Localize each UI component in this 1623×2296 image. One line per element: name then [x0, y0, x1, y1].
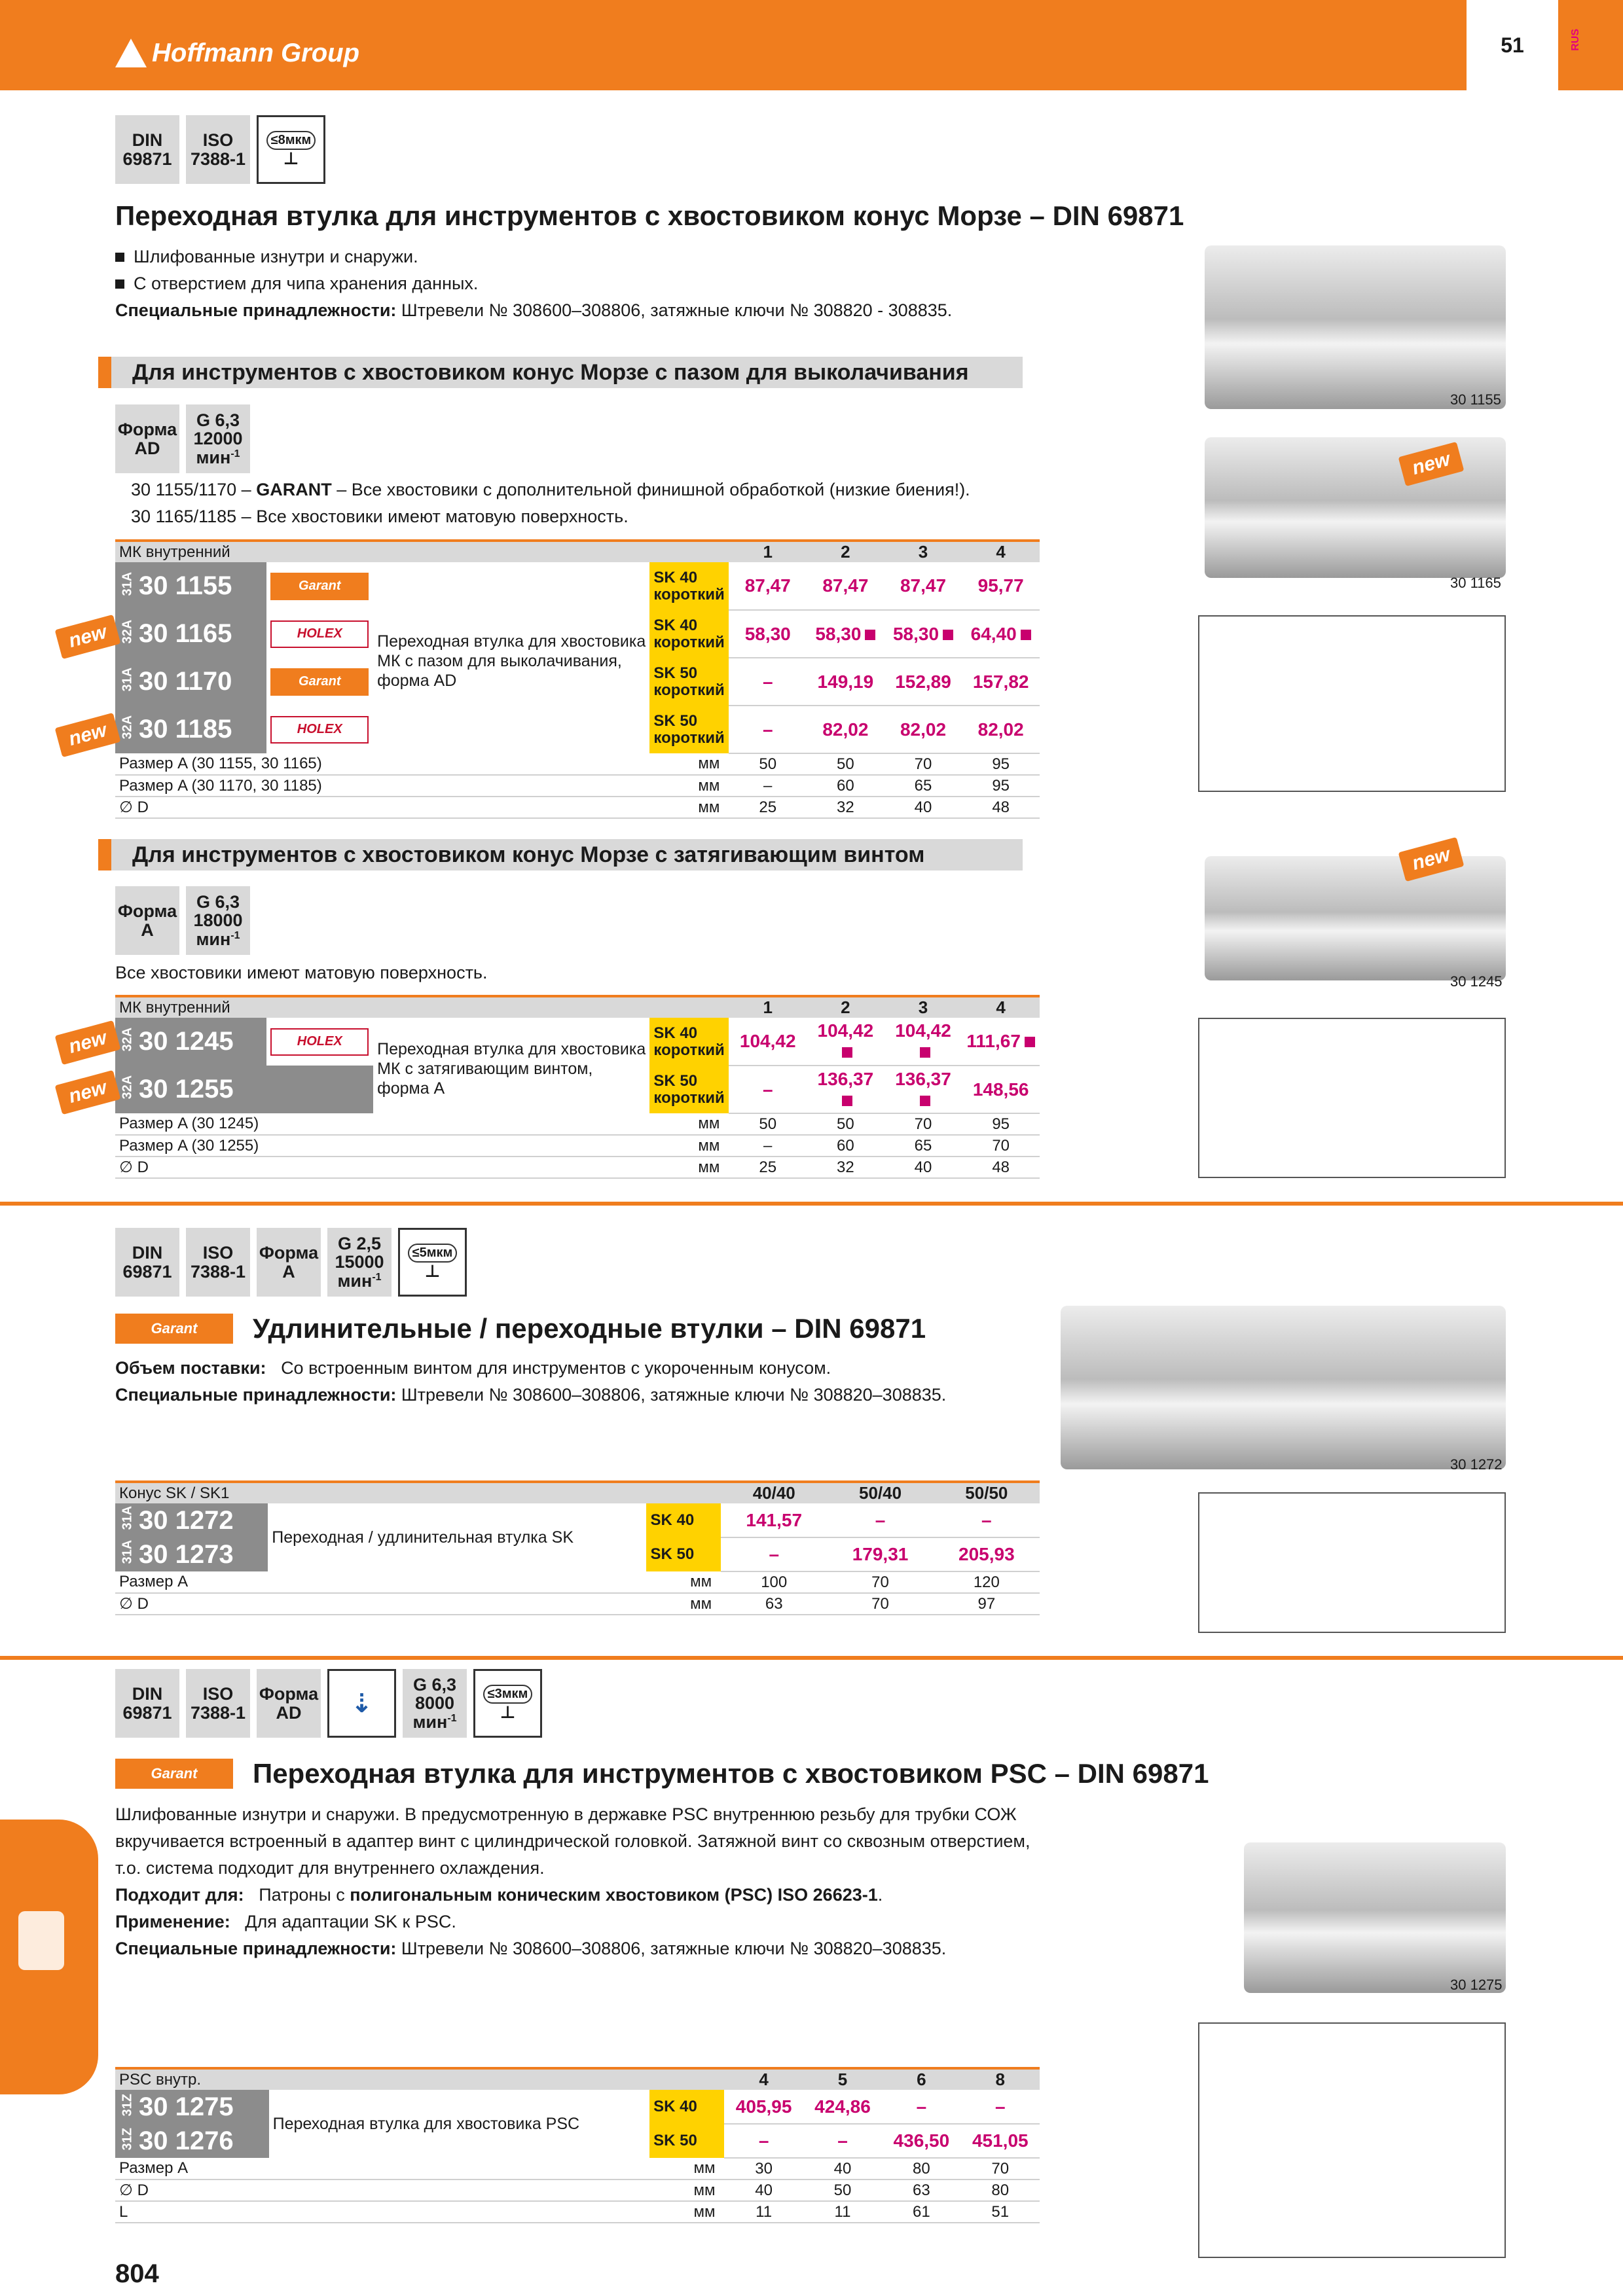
table-label: МК внутренний: [115, 541, 729, 562]
garant-logo-icon: Garant: [270, 573, 369, 600]
coolant-icon: ⇣: [327, 1669, 396, 1738]
product-description: Переходная / удлинительная втулка SK: [272, 1528, 574, 1547]
table-row: 31Z 30 1276 SK 50 – – 436,50 451,05: [115, 2124, 1040, 2158]
hoffmann-logo-icon: [115, 39, 147, 67]
language-code: RUS: [1570, 29, 1581, 51]
din-badge: DIN 69871: [115, 115, 179, 184]
din-badge: DIN 69871: [115, 1228, 179, 1297]
product-photo-301245: [1205, 856, 1506, 980]
feature-item: Шлифованные изнутри и снаружи.: [115, 243, 1097, 270]
stock-marker-icon: [865, 630, 875, 640]
form-badge: Форма AD: [257, 1669, 321, 1738]
article-number: 30 1170: [139, 667, 232, 696]
stock-marker-icon: [920, 1047, 930, 1058]
new-badge: new: [55, 1020, 121, 1065]
product-photo-301275: [1244, 1842, 1506, 1993]
table-row: 32A 30 1245 HOLEX Переходная втулка для хвостовика МК с затягивающим винтом, форма A SK 40 короткий 104,42 104,42 104,42 111,67: [115, 1018, 1040, 1066]
table-header: Конус SK / SK1 40/40 50/40 50/50: [115, 1482, 1040, 1503]
photo-caption: 30 1165: [1450, 575, 1501, 591]
stock-marker-icon: [920, 1096, 930, 1106]
dimension-row: Размер A мм 30 40 80 70: [115, 2158, 1040, 2179]
section-divider: [0, 1202, 1623, 1206]
dimension-row: ∅ D мм 25 32 40 48: [115, 1157, 1040, 1178]
table-header: МК внутренний 1 2 3 4: [115, 996, 1040, 1018]
holex-logo-icon: HOLEX: [270, 716, 369, 744]
footer-page-number: 804: [115, 2259, 159, 2288]
article-number: 30 1165: [139, 619, 232, 648]
section1-features: [115, 243, 1097, 324]
garant-logo-icon: Garant: [115, 1314, 233, 1344]
subsection-a-notes: [131, 476, 1080, 530]
technical-drawing: [1198, 1492, 1506, 1633]
tool-holder-icon: [18, 1911, 64, 1970]
article-number: 30 1255: [139, 1075, 234, 1103]
stock-marker-icon: [842, 1096, 852, 1106]
article-number: 30 1276: [139, 2126, 234, 2155]
section2-badges: [115, 1228, 467, 1297]
section2-info: Объем поставки: Со встроенным винтом для инструментов с укороченным конусом. Специальные принадлежности: Штревели № 308600–308806, затяжные ключи № 308820–308835.: [115, 1358, 947, 1405]
photo-caption: 30 1155: [1450, 391, 1501, 408]
stock-marker-icon: [943, 630, 953, 640]
section3-title: Переходная втулка для инструментов с хвостовиком PSC – DIN 69871: [253, 1758, 1209, 1789]
din-badge: DIN 69871: [115, 1669, 179, 1738]
holex-logo-icon: HOLEX: [270, 1028, 369, 1056]
stock-marker-icon: [1025, 1037, 1035, 1047]
subsection-bar-draw-bolt: Для инструментов с хвостовиком конус Морзе с затягивающим винтом: [98, 839, 1023, 870]
subsection-bar-ejection-slot: Для инструментов с хвостовиком конус Морзе с пазом для выколачивания: [98, 357, 1023, 388]
form-badge: Форма A: [115, 886, 179, 955]
new-badge: new: [1398, 837, 1465, 882]
photo-caption: 30 1245: [1450, 973, 1503, 990]
table-row: 31A 30 1272 Переходная / удлинительная втулка SK SK 40 141,57 – –: [115, 1503, 1040, 1537]
table-row: 31A 30 1170 Garant SK 50 короткий – 149,19 152,89 157,82: [115, 658, 1040, 706]
section3-heading: [115, 1758, 1209, 1789]
photo-caption: 30 1272: [1450, 1456, 1503, 1473]
price-table-extension: [115, 1480, 1040, 1615]
form-badge: Форма A: [257, 1228, 321, 1297]
dimension-row: ∅ D мм 25 32 40 48: [115, 797, 1040, 818]
section2-title: Удлинительные / переходные втулки – DIN 69871: [253, 1313, 926, 1344]
new-badge: new: [55, 615, 121, 659]
dimension-row: L мм 11 11 61 51: [115, 2201, 1040, 2223]
brand-logo: [115, 30, 359, 76]
note-line: 30 1155/1170 – GARANT – Все хвостовики с дополнительной финишной обработкой (низкие биения!).: [131, 480, 970, 499]
product-description: Переходная втулка для хвостовика МК с затягивающим винтом, форма A: [377, 1040, 646, 1098]
article-number: 30 1245: [139, 1027, 234, 1056]
table-row: 31A 30 1155 Garant Переходная втулка для хвостовика МК с пазом для выколачивания, форма AD SK 40 короткий 87,47 87,47 87,47 95,77: [115, 562, 1040, 610]
photo-caption: 30 1275: [1450, 1977, 1503, 1993]
new-badge: new: [55, 713, 121, 757]
accessories-line: Специальные принадлежности: Штревели № 308600–308806, затяжные ключи № 308820 - 308835.: [115, 300, 953, 320]
price-table-draw-bolt: [115, 995, 1040, 1179]
technical-drawing: [1198, 615, 1506, 792]
subsection-b-note: Все хвостовики имеют матовую поверхность.: [115, 963, 488, 982]
table-header: PSC внутр. 4 5 6 8: [115, 2068, 1040, 2090]
technical-drawing: [1198, 1018, 1506, 1178]
article-number: 30 1155: [139, 571, 232, 600]
technical-drawing: [1198, 2022, 1506, 2258]
new-badge: new: [55, 1070, 121, 1115]
price-table-psc: [115, 2067, 1040, 2223]
dimension-row: Размер A (30 1155, 30 1165) мм 50 50 70 95: [115, 753, 1040, 775]
new-badge: new: [1398, 442, 1465, 486]
article-number: 30 1272: [139, 1505, 234, 1535]
table-row: 32A 30 1185 HOLEX SK 50 короткий – 82,02 82,02 82,02: [115, 706, 1040, 753]
subsection-a-badges: [115, 404, 250, 473]
garant-logo-icon: Garant: [270, 668, 369, 696]
holex-logo-icon: HOLEX: [270, 620, 369, 648]
dimension-row: Размер A (30 1255) мм – 60 65 70: [115, 1135, 1040, 1157]
section3-info: Шлифованные изнутри и снаружи. В предусмотренную в державке PSC внутреннюю резьбу для трубки СОЖ вкручивается встроенный в адаптер винт с цилиндрической головкой. Затяжной винт со сквозным отверстием, т.о. система подходит для внутреннего охлаждения. Подходит для: Патроны с полигональным коническим хвостовиком (PSC) ISO 26623-1. Применение: Для адаптации SK к PSC. Специальные принадлежности: Штревели № 308600–308806, затяжные ключи № 308820–308835.: [115, 1801, 1045, 1962]
section1-title: Переходная втулка для инструментов с хвостовиком конус Морзе – DIN 69871: [115, 200, 1184, 231]
section-divider: [0, 1656, 1623, 1660]
stock-marker-icon: [1021, 630, 1031, 640]
balance-badge: G 6,3 18000 мин$^{-1}$: [186, 886, 250, 955]
norm-badges: [115, 115, 325, 184]
runout-badge: ≤5мкм ⊥: [398, 1228, 467, 1297]
table-row: 31A 30 1273 SK 50 – 179,31 205,93: [115, 1537, 1040, 1571]
table-row: 31Z 30 1275 Переходная втулка для хвостовика PSC SK 40 405,95 424,86 – –: [115, 2090, 1040, 2124]
feature-item: С отверстием для чипа хранения данных.: [115, 270, 1097, 297]
balance-badge: G 2,5 15000 мин$^{-1}$: [327, 1228, 392, 1297]
table-row: 32A 30 1165 HOLEX SK 40 короткий 58,30 58,30 58,30 64,40: [115, 610, 1040, 658]
brand-name: Hoffmann Group: [152, 38, 360, 67]
stock-marker-icon: [842, 1047, 852, 1058]
product-photo-301272: [1061, 1306, 1506, 1469]
dimension-row: ∅ D мм 40 50 63 80: [115, 2179, 1040, 2201]
article-number: 30 1275: [139, 2092, 234, 2121]
dimension-row: ∅ D мм 63 70 97: [115, 1593, 1040, 1615]
subsection-b-badges: [115, 886, 250, 955]
article-number: 30 1273: [139, 1539, 234, 1569]
note-line: 30 1165/1185 – Все хвостовики имеют матовую поверхность.: [131, 507, 629, 526]
dimension-row: Размер A (30 1170, 30 1185) мм – 60 65 95: [115, 775, 1040, 797]
iso-badge: ISO 7388-1: [186, 1669, 250, 1738]
runout-badge: ≤8мкм ⊥: [257, 115, 325, 184]
product-description: Переходная втулка для хвостовика PSC: [272, 2115, 580, 2133]
table-header: МК внутренний 1 2 3 4: [115, 541, 1040, 562]
section3-body: Шлифованные изнутри и снаружи. В предусмотренную в державке PSC внутреннюю резьбу для трубки СОЖ вкручивается встроенный в адаптер винт с цилиндрической головкой. Затяжной винт со сквозным отверстием, т.о. система подходит для внутреннего охлаждения.: [115, 1804, 1030, 1878]
balance-badge: G 6,3 8000 мин$^{-1}$: [403, 1669, 467, 1738]
dimension-row: Размер A (30 1245) мм 50 50 70 95: [115, 1113, 1040, 1135]
page-number: 51: [1467, 0, 1558, 90]
table-row: 32A 30 1255 SK 50 короткий – 136,37 136,37 148,56: [115, 1066, 1040, 1113]
product-photo-301155: [1205, 245, 1506, 409]
section2-heading: [115, 1313, 926, 1344]
iso-badge: ISO 7388-1: [186, 115, 250, 184]
product-description: Переходная втулка для хвостовика МК с пазом для выколачивания, форма AD: [377, 632, 646, 690]
price-table-ejection-slot: [115, 539, 1040, 819]
iso-badge: ISO 7388-1: [186, 1228, 250, 1297]
form-badge: Форма AD: [115, 404, 179, 473]
article-number: 30 1185: [139, 715, 232, 744]
balance-badge: G 6,3 12000 мин$^{-1}$: [186, 404, 250, 473]
dimension-row: Размер A мм 100 70 120: [115, 1571, 1040, 1593]
garant-logo-icon: Garant: [115, 1759, 233, 1789]
runout-badge: ≤3мкм ⊥: [473, 1669, 542, 1738]
section3-badges: [115, 1669, 542, 1738]
